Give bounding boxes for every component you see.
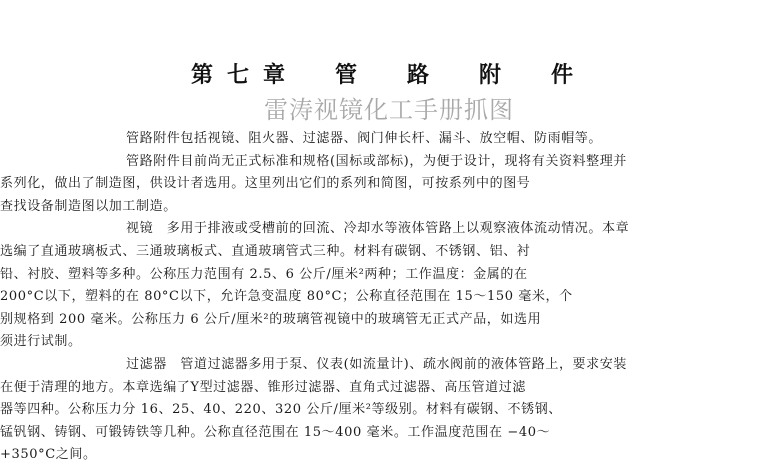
text-line: 器等四种。公称压力分 16、25、40、220、320 公斤/厘米²等级别。材料有碳钢、不锈钢、 — [0, 402, 562, 418]
text-line: 200°C以下，塑料的在 80°C以下，允许急变温度 80°C；公称直径范围在 15～150 毫米，个 — [0, 289, 573, 305]
watermark-text: 雷涛视镜化工手册抓图 — [264, 96, 514, 124]
paragraph-filter — [0, 354, 658, 464]
text-line: 选编了直通玻璃板式、三通玻璃板式、直通玻璃管式三种。材料有碳钢、不锈钢、铝、衬 — [0, 243, 531, 259]
text-line: 别规格到 200 毫米。公称压力 6 公斤/厘米²的玻璃管视镜中的玻璃管无正式产品，如选用 — [0, 311, 542, 327]
chapter-title: 第七章 管 路 附 件 — [190, 62, 587, 88]
text-line: 视镜 多用于排液或受槽前的回流、冷却水等液体管路上以观察液体流动情况。本章 — [126, 221, 630, 237]
text-line: 铅、衬胶、塑料等多种。公称压力范围有 2.5、6 公斤/厘米²两种；工作温度：金属的在 — [0, 266, 528, 282]
text-line: 锰钒钢、铸钢、可锻铸铁等几种。公称直径范围在 15～400 毫米。工作温度范围在 −40～ — [0, 424, 551, 440]
text-line: 系列化，做出了制造图，供设计者选用。这里列出它们的系列和简图，可按系列中的图号 — [0, 176, 531, 192]
text-line: +350°C之间。 — [0, 447, 97, 463]
text-line: 过滤器 管道过滤器多用于泵、仪表(如流量计)、疏水阀前的液体管路上，要求安装 — [126, 356, 627, 372]
text-line: 管路附件目前尚无正式标准和规格(国标或部标)，为便于设计，现将有关资料整理并 — [126, 153, 627, 169]
text-line: 在便于清理的地方。本章选编了Y型过滤器、锥形过滤器、直角式过滤器、高压管道过滤 — [0, 379, 526, 395]
paragraph-standards — [0, 151, 658, 219]
text-line: 管路附件包括视镜、阻火器、过滤器、阀门伸长杆、漏斗、放空帽、防雨帽等。 — [126, 131, 603, 146]
body-text — [0, 128, 658, 464]
text-line: 查找设备制造图以加工制造。 — [0, 198, 177, 214]
paragraph-intro — [126, 128, 658, 151]
text-line: 须进行试制。 — [0, 334, 82, 350]
paragraph-sight-glass — [0, 218, 658, 354]
